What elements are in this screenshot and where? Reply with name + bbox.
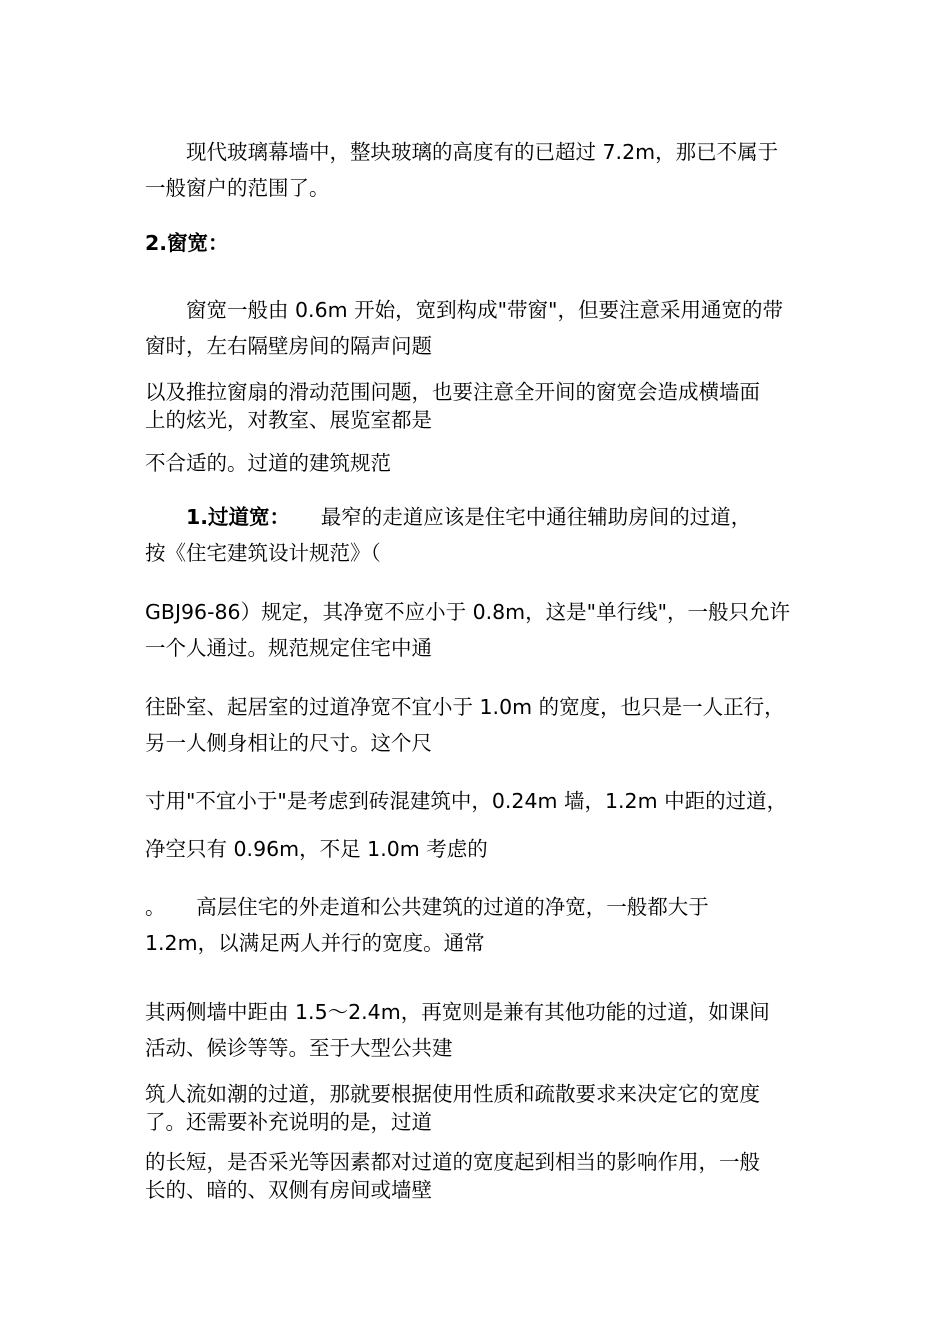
text-line: 上的炫光，对教室、展览室都是 [145, 408, 432, 432]
paragraph-wall-spacing [145, 994, 810, 1066]
section-heading: 2.窗宽： [145, 231, 229, 255]
paragraph-corridor-width [145, 499, 810, 571]
text-line: 不合适的。过道的建筑规范 [145, 451, 391, 475]
text-line: 长的、暗的、双侧有房间或墙壁 [145, 1178, 432, 1202]
text-line: 其两侧墙中距由 1.5～2.4m，再宽则是兼有其他功能的过道，如课间 [145, 1000, 770, 1024]
text-line: GBJ96-86）规定，其净宽不应小于 0.8m，这是"单行线"，一般只允许 [145, 600, 791, 624]
text-line: 以及推拉窗扇的滑动范围问题，也要注意全开间的窗宽会造成横墙面 [145, 380, 760, 404]
text-line: 另一人侧身相让的尺寸。这个尺 [145, 731, 432, 755]
text-line: 活动、候诊等等。至于大型公共建 [145, 1036, 453, 1060]
text-line: 1.2m，以满足两人并行的宽度。通常 [145, 931, 485, 955]
text-line: 窗时，左右隔壁房间的隔声问题 [145, 334, 432, 358]
text-line [145, 499, 810, 535]
text-line: 一个人通过。规范规定住宅中通 [145, 636, 432, 660]
text-line: 净空只有 0.96m，不足 1.0m 考虑的 [145, 837, 488, 861]
paragraph-window-width [145, 292, 810, 364]
paragraph-public-building [145, 1080, 810, 1136]
text-line: 。 高层住宅的外走道和公共建筑的过道的净宽，一般都大于 [145, 895, 709, 919]
text-line: 现代玻璃幕墙中，整块玻璃的高度有的已超过 7.2m，那已不属于 [145, 140, 779, 164]
text-line: 按《住宅建筑设计规范》（ [145, 541, 381, 565]
text-line: 窗宽一般由 0.6m 开始，宽到构成"带窗"，但要注意采用通宽的带 [145, 298, 783, 322]
text-line: 往卧室、起居室的过道净宽不宜小于 1.0m 的宽度，也只是一人正行， [145, 695, 785, 719]
paragraph-glass-curtain-wall [145, 134, 810, 206]
text-line: 一般窗户的范围了。 [145, 176, 330, 200]
subsection-heading: 1.过道宽： [186, 505, 280, 529]
text-run: 最窄的走道应该是住宅中通往辅助房间的过道， [279, 505, 752, 529]
heading-window-width [145, 225, 810, 261]
text-line: 了。还需要补充说明的是，过道 [145, 1110, 432, 1134]
paragraph-gbj-code [145, 594, 810, 666]
paragraph-high-rise [145, 889, 810, 961]
text-line: 寸用"不宜小于"是考虑到砖混建筑中，0.24m 墙，1.2m 中距的过道， [145, 789, 788, 813]
paragraph-brick-building [145, 783, 810, 819]
paragraph-corridor-length [145, 1148, 810, 1204]
paragraph-corridor-code [145, 445, 810, 481]
text-line: 的长短，是否采光等因素都对过道的宽度起到相当的影响作用，一般 [145, 1150, 760, 1174]
paragraph-clear-width [145, 831, 810, 867]
paragraph-sliding-sash [145, 378, 810, 434]
text-line: 筑人流如潮的过道，那就要根据使用性质和疏散要求来决定它的宽度 [145, 1082, 760, 1106]
paragraph-bedroom-corridor [145, 689, 810, 761]
